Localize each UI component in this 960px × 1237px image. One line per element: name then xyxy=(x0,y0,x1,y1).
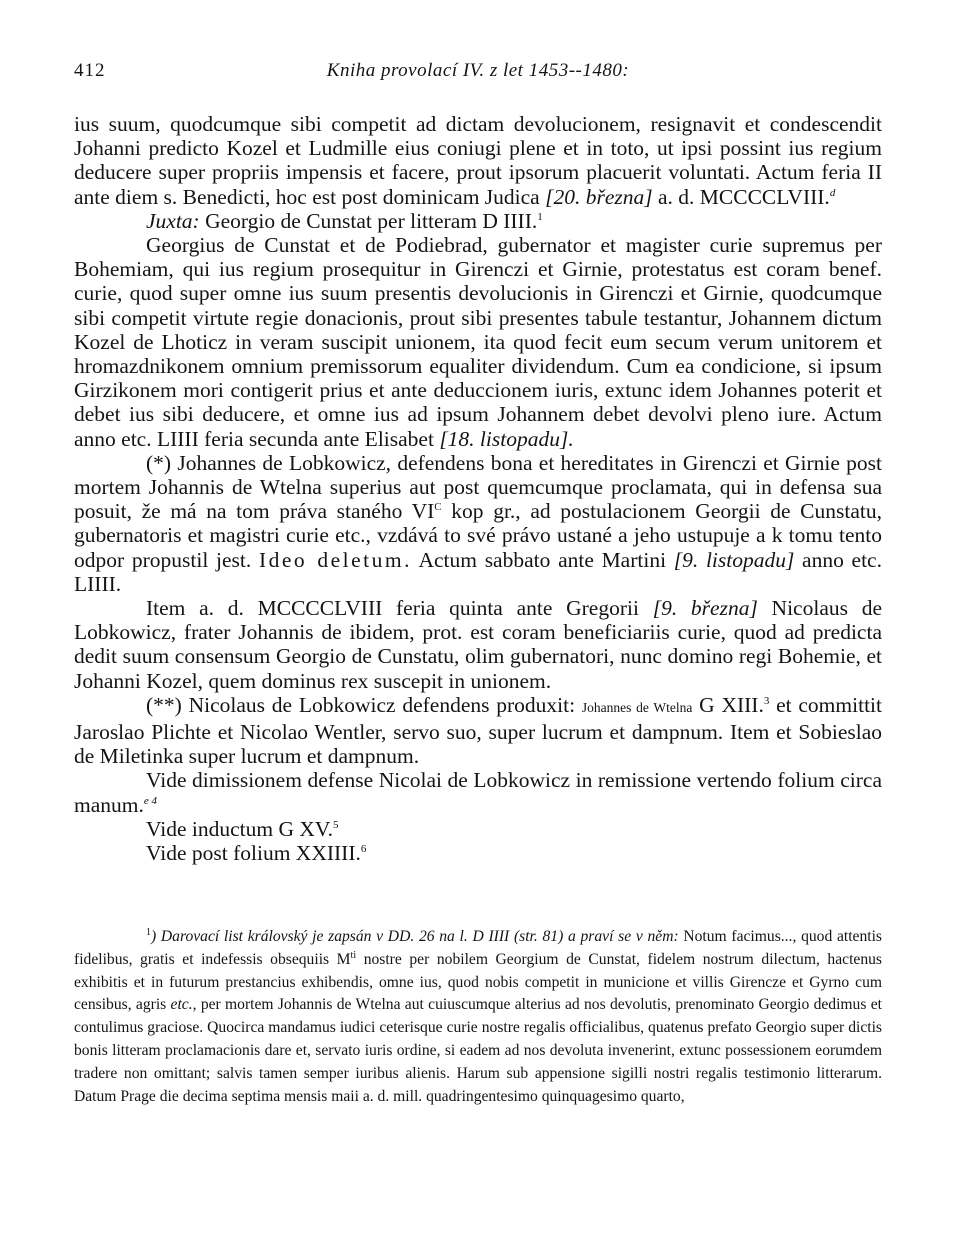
paragraph-5 xyxy=(74,596,882,693)
paragraph-1 xyxy=(74,112,882,209)
date-note: [18. listopadu]. xyxy=(439,426,574,451)
footnote-number: 1 xyxy=(146,927,151,938)
footnote-marker: 1 xyxy=(537,210,543,223)
paragraph-8 xyxy=(74,817,882,841)
date-note: [9. března] xyxy=(652,596,758,621)
paragraph-7 xyxy=(74,768,882,816)
paragraph-4-text-c: Actum sabbato ante Martini xyxy=(411,547,674,572)
paragraph-7-text: Vide dimissionem defense Nicolai de Lobkowicz in remissione vertendo folium circa manum. xyxy=(74,768,882,817)
paragraph-4-text-b: kop gr., ad postulacionem Georgii de Cunstatu, gubernatoris et magistri curie etc., vzdává to své právo ustané a jeho ustupuje a k tomu tento odpor propustil jest. xyxy=(74,499,882,572)
paragraph-9-text: Vide post folium XXIIII. xyxy=(146,841,361,866)
paragraph-4 xyxy=(74,451,882,596)
footnote-marker: 6 xyxy=(360,843,367,856)
paragraph-3-text: Georgius de Cunstat et de Podiebrad, gubernator et magister curie supremus per Bohemiam, qui ius regium prosequitur in Girenczi et Girnie, protestatus est coram benef. curie, quod super omne ius suum presentis devolucionis in Girenczi et Girnie, quodcumque sibi competit virtute regie donacionis, prout sibi presentes tabule testantur, Johannem dictum Kozel de Lhoticz in veram suscipit unionem, ita quod fecit eum secum verum unitorem et hromazdnikonem omnium premissorum equaliter dividendum. Cum ea condicione, si ipsum Girzikonem mori contigerit prius et ante deduccionem iuris, extunc idem Johannes poterit et debet ius sibi deducere, et omne ius ad ipsum Johannem debet devolvi pleno iure. Actum anno etc. LIIII feria secunda ante Elisabet xyxy=(74,233,882,451)
paragraph-8-text: Vide inductum G XV. xyxy=(146,816,334,841)
paragraph-3 xyxy=(74,233,882,451)
paragraph-4-end: anno etc. LIIII. xyxy=(74,547,882,596)
footnote-text-b: nostre per nobilem Georgium de Cunstat, fidelem nostrum dilectum, hactenus exhibitis et in futurum prestancius exhibendis, omne ius, quod nobis competit in municione et villis Girencze et Gyrno cum censibus, agris xyxy=(74,950,882,1014)
footnote-intro: ) Darovací list královský je zapsán v DD. 26 na l. D IIII (str. 81) a praví se v něm: xyxy=(151,928,679,945)
footnote-text-c: , per mortem Johannis de Wtelna aut cuiuscumque alterius ad nos devolutis, prenominato Georgio dedimus et contulimus graciose. Quocirca mandamus iudici ceterisque curie nostre regalis officialibus, quatenus prefato Georgio super dictis bonis litteram proclamacionis dare et, servato iuris ordine, si eadem ad nos devoluta invenerint, extunc possessionem eorumdem tradere non omittant; salvis tamen semper iuribus alienis. Harum sub appensione sigilli nostri regalis testimonio litterarum. Datum Prage die decima septima mensis maii a. d. mill. quadringentesimo quinquagesimo quarto, xyxy=(74,996,882,1105)
paragraph-1-end: a. d. MCCCCLVIII. xyxy=(652,184,830,209)
footnote-1 xyxy=(74,926,882,1108)
paragraph-6-text: (**) Nicolaus de Lobkowicz defendens produxit: xyxy=(146,692,582,717)
footnote-text: Notum facimus..., quod attentis fidelibus, gratis et indefessis obsequiis M xyxy=(74,928,883,968)
superscript: C xyxy=(434,501,442,514)
paragraph-6-text-b: G XIII. xyxy=(692,692,764,717)
paragraph-5-end: Nicolaus de Lobkowicz, frater Johannis de ibidem, prot. est coram beneficiariis curie, quod ad predicta dedit suum consensum Georgio de Cunstatu, olim gubernatori, nunc domino regi Bohemie, et Johanni Kozel, quem dominus rex suscepit in unionem. xyxy=(74,596,883,693)
paragraph-9 xyxy=(74,841,882,865)
spaced-text: Ideo deletum. xyxy=(258,547,412,572)
date-note: [20. března] xyxy=(545,184,653,209)
running-title: Kniha provolací IV. z let 1453--1480: xyxy=(326,60,630,81)
juxta-label: Juxta: xyxy=(146,208,200,233)
note-marker: d xyxy=(829,186,836,199)
page-number: 412 xyxy=(74,60,106,81)
small-text: Johannes de Wtelna xyxy=(581,699,693,715)
footnote-marker: 3 xyxy=(763,694,770,707)
paragraph-1-text: ius suum, quodcumque sibi competit ad dictam devolucionem, resignavit et condescendit Johanni predicto Kozel et Ludmille eius coniugi plene et in toto, ut ipsi possint ius regium deducere super propriis impensis et facere, prout ipsorum placuerit voluntati. Actum feria II ante diem s. Benedicti, hoc est post dominicam Judica xyxy=(74,112,882,209)
paragraph-6 xyxy=(74,693,882,769)
main-text xyxy=(74,112,882,865)
footnote-marker: e 4 xyxy=(143,794,158,807)
paragraph-5-text: Item a. d. MCCCCLVIII feria quinta ante Gregorii xyxy=(146,596,653,621)
paragraph-2 xyxy=(74,209,882,233)
paragraph-4-text: (*) Johannes de Lobkowicz, defendens bona et hereditates in Girenczi et Girnie post mortem Johannis de Wtelna superius aut post quemcumque proclamata, qui in defensa sua posuit, že má na tom práva staného VI xyxy=(74,450,882,524)
paragraph-2-text: Georgio de Cunstat per litteram D IIII. xyxy=(199,208,538,233)
footnotes xyxy=(74,926,882,1108)
footnote-etc: etc. xyxy=(170,996,193,1014)
paragraph-6-text-c: et committit Jaroslao Plichte et Nicolao Wentler, servo suo, super lucrum et dampnum. Item et Sobieslao de Miletinka super lucrum et dampnum. xyxy=(74,692,882,769)
footnote-marker: 5 xyxy=(333,818,339,831)
page-header xyxy=(74,60,882,90)
date-note: [9. listopadu] xyxy=(673,547,795,572)
superscript: ti xyxy=(350,949,357,961)
